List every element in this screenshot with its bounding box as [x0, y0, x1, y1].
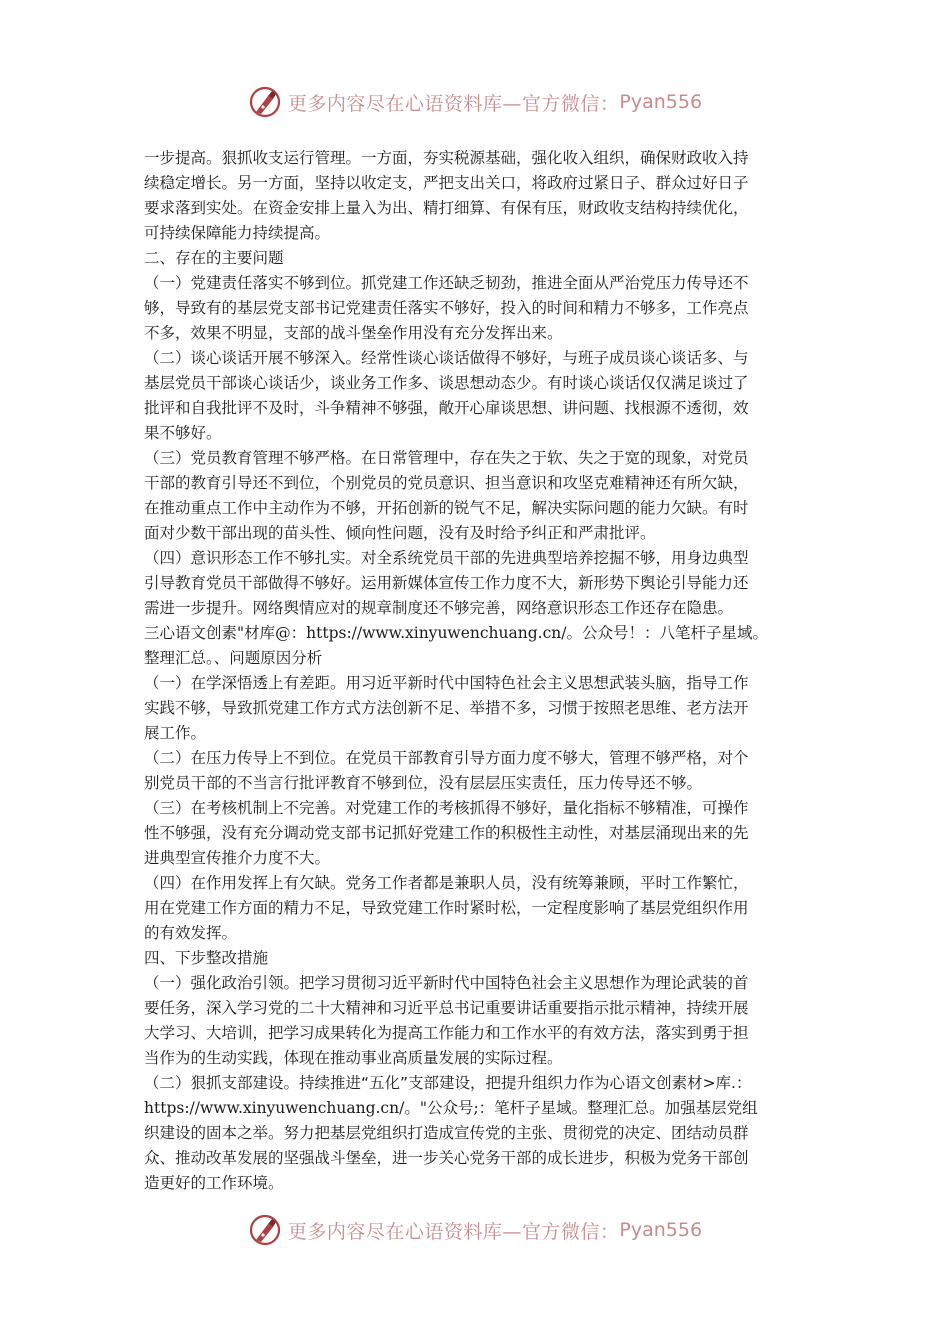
text-line: （一）强化政治引领。把学习贯彻习近平新时代中国特色社会主义思想作为理论武装的首 [144, 974, 749, 992]
text-line: 在推动重点工作中主动作为不够，开拓创新的锐气不足，解决实际问题的能力欠缺。有时 [144, 499, 749, 517]
text-line: 织建设的固本之举。努力把基层党组织打造成宣传党的主张、贯彻党的决定、团结动员群 [144, 1124, 749, 1142]
text-line: （二）谈心谈话开展不够深入。经常性谈心谈话做得不够好，与班子成员谈心谈话多、与 [144, 349, 749, 367]
footer-wechat-id: Pyan556 [619, 1219, 703, 1241]
text-line: 批评和自我批评不及时，斗争精神不够强，敞开心扉谈思想、讲问题、找根源不透彻，效 [144, 399, 749, 417]
watermark-line: https://www.xinyuwenchuang.cn/。"公众号;：笔杆子星域。整理汇总。加强基层党组 [144, 1099, 758, 1117]
text-line: 要求落到实处。在资金安排上量入为出、精打细算、有保有压，财政收支结构持续优化， [144, 199, 749, 217]
text-line: （二）在压力传导上不到位。在党员干部教育引导方面力度不够大，管理不够严格，对个 [144, 749, 749, 767]
text-line: 的有效发挥。 [144, 924, 238, 942]
text-line: （四）意识形态工作不够扎实。对全系统党员干部的先进典型培养挖掘不够，用身边典型 [144, 549, 749, 567]
text-line: 大学习、大培训，把学习成果转化为提高工作能力和工作水平的有效方法，落实到勇于担 [144, 1024, 749, 1042]
text-line: 实践不够，导致抓党建工作方式方法创新不足、举措不多，习惯于按照老思维、老方法开 [144, 699, 749, 717]
text-line: 用在党建工作方面的精力不足，导致党建工作时紧时松，一定程度影响了基层党组织作用 [144, 899, 749, 917]
text-line: 干部的教育引导还不到位，个别党员的党员意识、担当意识和攻坚克难精神还有所欠缺， [144, 474, 749, 492]
text-line: 引导教育党员干部做得不够好。运用新媒体宣传工作力度不大，新形势下舆论引导能力还 [144, 574, 749, 592]
header-banner-text: 更多内容尽在心语资料库—官方微信： [287, 92, 620, 115]
text-line: 面对少数干部出现的苗头性、倾向性问题，没有及时给予纠正和严肃批评。 [144, 524, 656, 542]
header-banner [0, 82, 950, 122]
text-line: 众、推动改革发展的坚强战斗堡垒，进一步关心党务干部的成长进步，积极为党务干部创 [144, 1149, 749, 1167]
text-line: （一）党建责任落实不够到位。抓党建工作还缺乏韧劲，推进全面从严治党压力传导还不 [144, 274, 749, 292]
text-line: 不多，效果不明显，支部的战斗堡垒作用没有充分发挥出来。 [144, 324, 563, 342]
text-line: （一）在学深悟透上有差距。用习近平新时代中国特色社会主义思想武装头脑，指导工作 [144, 674, 749, 692]
footer-banner [0, 1210, 950, 1250]
text-line: 进典型宣传推介力度不大。 [144, 849, 331, 867]
text-line: 性不够强，没有充分调动党支部书记抓好党建工作的积极性主动性，对基层涌现出来的先 [144, 824, 749, 842]
text-line: 一步提高。狠抓收支运行管理。一方面，夯实税源基础，强化收入组织，确保财政收入持 [144, 149, 749, 167]
text-line: （四）在作用发挥上有欠缺。党务工作者都是兼职人员，没有统筹兼顾，平时工作繁忙， [144, 874, 749, 892]
section-heading: 四、下步整改措施 [144, 949, 269, 967]
text-line: 可持续保障能力持续提高。 [144, 224, 331, 242]
header-wechat-id: Pyan556 [619, 91, 703, 113]
text-line: （二）狠抓支部建设。持续推进“五化”支部建设，把提升组织力作为心语文创素材>库.： [144, 1074, 752, 1092]
section-heading: 整理汇总。、问题原因分析 [144, 649, 323, 667]
text-line: 当作为的生动实践，体现在推动事业高质量发展的实际过程。 [144, 1049, 563, 1067]
footer-banner-text: 更多内容尽在心语资料库—官方微信： [287, 1220, 620, 1243]
text-line: 要任务，深入学习党的二十大精神和习近平总书记重要讲话重要指示批示精神，持续开展 [144, 999, 749, 1017]
document-body [144, 146, 810, 1221]
text-line: 需进一步提升。网络舆情应对的规章制度还不够完善，网络意识形态工作还存在隐患。 [144, 599, 734, 617]
text-line: 续稳定增长。另一方面，坚持以收定支，严把支出关口，将政府过紧日子、群众过好日子 [144, 174, 749, 192]
text-line: 基层党员干部谈心谈话少，谈业务工作多、谈思想动态少。有时谈心谈话仅仅满足谈过了 [144, 374, 749, 392]
text-line: 果不够好。 [144, 424, 222, 442]
text-line: （三）在考核机制上不完善。对党建工作的考核抓得不够好，量化指标不够精准，可操作 [144, 799, 749, 817]
pen-nib-logo-icon [248, 85, 282, 119]
pen-nib-logo-icon [248, 1213, 282, 1247]
text-line: （三）党员教育管理不够严格。在日常管理中，存在失之于软、失之于宽的现象，对党员 [144, 449, 749, 467]
text-line: 造更好的工作环境。 [144, 1174, 284, 1192]
text-line: 展工作。 [144, 724, 207, 742]
text-line: 够，导致有的基层党支部书记党建责任落实不够好，投入的时间和精力不够多，工作亮点 [144, 299, 749, 317]
section-heading: 二、存在的主要问题 [144, 249, 284, 267]
text-line: 别党员干部的不当言行批评教育不够到位，没有层层压实责任，压力传导还不够。 [144, 774, 703, 792]
watermark-line: 三心语文创素"材库@：https://www.xinyuwenchuang.cn/。公众号！：八笔杆子星域。 [144, 624, 768, 642]
